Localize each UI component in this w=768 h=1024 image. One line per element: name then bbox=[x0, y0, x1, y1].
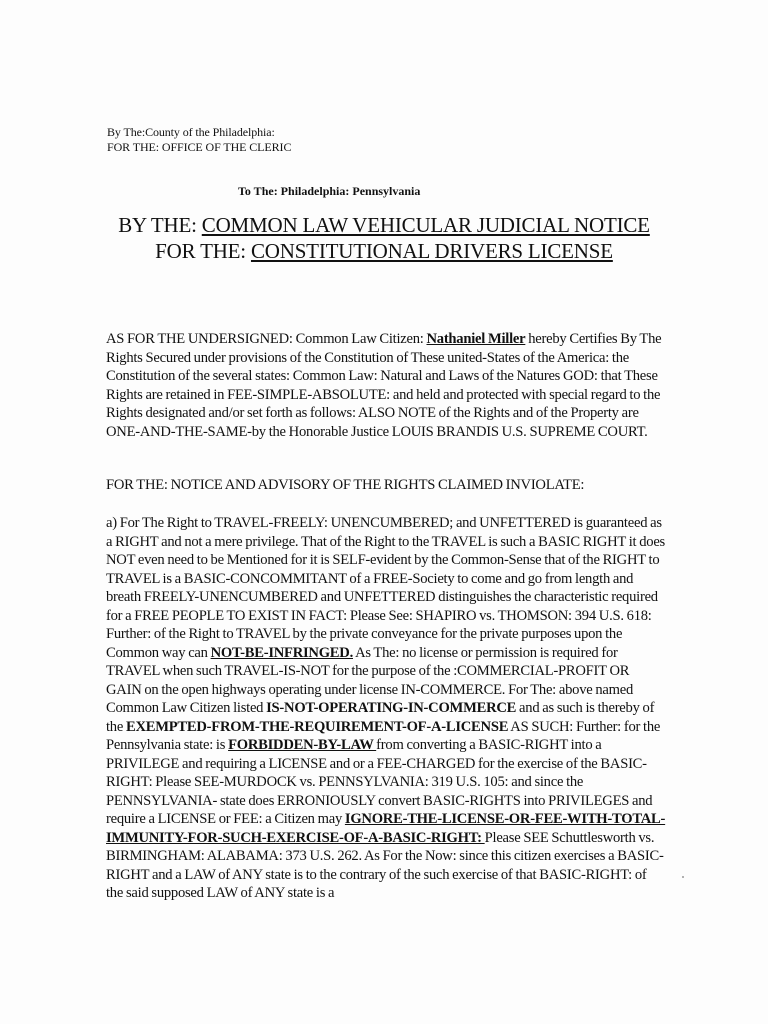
paragraph-text: and as such is thereby of the bbox=[106, 700, 655, 735]
paragraph-text: AS SUCH: Further: for the Pennsylvania state: is bbox=[106, 718, 661, 753]
title-underlined: CONSTITUTIONAL DRIVERS LICENSE bbox=[250, 239, 613, 263]
emphasis-text: IS-NOT-OPERATING-IN-COMMERCE bbox=[266, 700, 517, 716]
addressee-line: To The: Philadelphia: Pennsylvania bbox=[238, 184, 421, 198]
title-prefix: FOR THE: bbox=[155, 239, 251, 263]
emphasis-text: EXEMPTED-FROM-THE-REQUIREMENT-OF-A-LICENSE bbox=[125, 718, 509, 735]
paragraph-text: hereby Certifies By The Rights Secured under provisions of the Constitution of These united-States of the America: the Constitution of the several states: Common Law: Natural and Laws of the Natures GOD: that These Rights are retained in FEE-SIMPLE-ABSOLUTE: and held and protected with special regard to the Rights designated and/or set forth as follows: ALSO NOTE of the Rights and of the Property are ONE-AND-THE-SAME-by the Honorable Justice LOUIS BRANDIS U.S. SUPREME COURT. bbox=[106, 331, 662, 440]
citizen-name: Nathaniel Miller bbox=[426, 331, 526, 347]
paragraph-certification bbox=[106, 330, 666, 441]
paragraph-text: from converting a BASIC-RIGHT into a PRIVILEGE and requiring a LICENSE and or a FEE-CHARGED for the exercise of the BASIC-RIGHT: Please SEE-MURDOCK vs. PENNSYLVANIA: 319 U.S. 105: and since the PENNSYLVANIA- state does ERRONIOUSLY convert BASIC-RIGHTS into PRIVILEGES and require a LICENSE or FEE: a Citizen may bbox=[106, 737, 653, 827]
header-office-line: FOR THE: OFFICE OF THE CLERIC bbox=[107, 140, 292, 154]
paragraph-right-to-travel bbox=[106, 514, 666, 903]
paragraph-text: Please SEE Schuttlesworth vs. BIRMINGHAM: ALABAMA: 373 U.S. 262. As For the Now: since this citizen exercises a BASIC-RIGHT and a LAW of ANY state is to the contrary of the such exercise of that BASIC-RIGHT: of the said supposed LAW of ANY state is a bbox=[106, 829, 664, 901]
title-underlined: COMMON LAW VEHICULAR JUDICIAL NOTICE bbox=[201, 213, 650, 237]
title-prefix: BY THE: bbox=[118, 213, 202, 237]
emphasis-text: IGNORE-THE-LICENSE-OR-FEE-WITH-TOTAL-IMMUNITY-FOR-SUCH-EXERCISE-OF-A-BASIC-RIGHT: bbox=[106, 811, 666, 846]
emphasis-text: NOT-BE-INFRINGED. bbox=[210, 644, 353, 661]
paragraph-text: As The: no license or permission is required for TRAVEL when such TRAVEL-IS-NOT for the purpose of the :COMMERCIAL-PROFIT OR GAIN on the open highways operating under license IN-COMMERCE. For The: above named Common Law Citizen listed bbox=[106, 644, 634, 716]
document-title-line2 bbox=[0, 238, 768, 264]
scan-speck bbox=[682, 876, 684, 878]
document-title-line1 bbox=[0, 212, 768, 238]
emphasis-text: FORBIDDEN-BY-LAW bbox=[228, 737, 377, 753]
paragraph-text: AS FOR THE UNDERSIGNED: Common Law Citizen: bbox=[106, 331, 427, 347]
header-county-line: By The:County of the Philadelphia: bbox=[107, 125, 275, 139]
paragraph-notice-heading: FOR THE: NOTICE AND ADVISORY OF THE RIGHTS CLAIMED INVIOLATE: bbox=[106, 477, 585, 493]
paragraph-text: a) For The Right to TRAVEL-FREELY: UNENCUMBERED; and UNFETTERED is guaranteed as a RIGHT and not a mere privilege. That of the Right to the TRAVEL is such a BASIC RIGHT it does NOT even need to be Mentioned for it is SELF-evident by the Common-Sense that of the RIGHT to TRAVEL is a BASIC-CONCOMMITANT of a FREE-Society to come and go from length and breath FREELY-UNENCUMBERED and UNFETTERED distinguishes the characteristic required for a FREE PEOPLE TO EXIST IN FACT: Please See: SHAPIRO vs. THOMSON: 394 U.S. 618: Further: of the Right to TRAVEL by the private conveyance for the private purposes upon the Common way can bbox=[106, 515, 665, 661]
